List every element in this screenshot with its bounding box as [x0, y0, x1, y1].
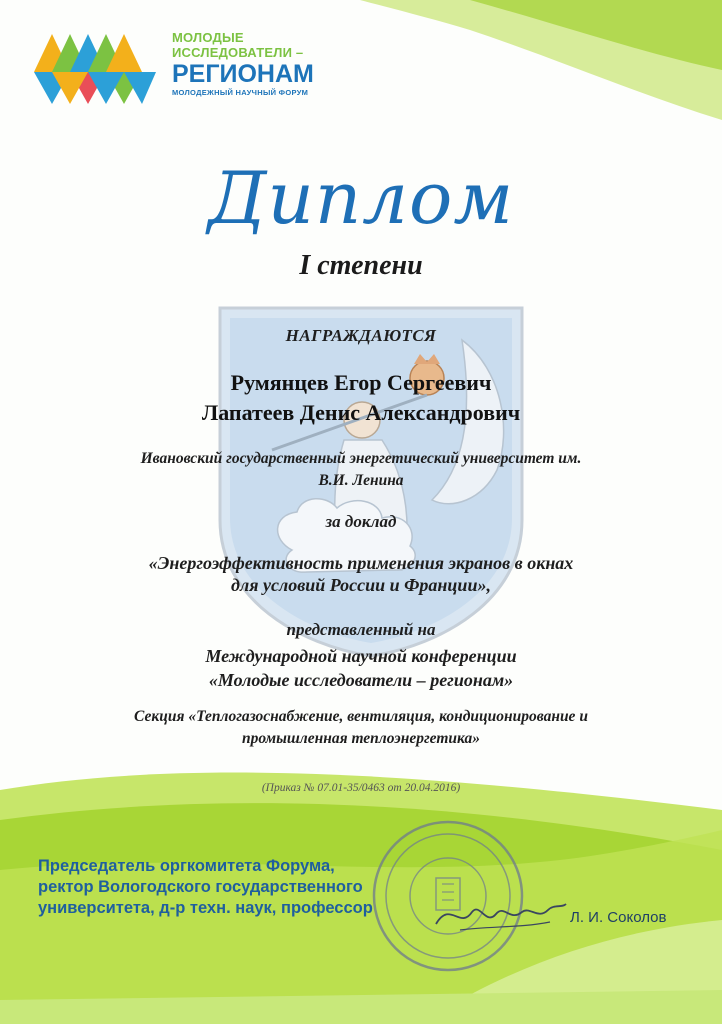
awarded-heading: НАГРАЖДАЮТСЯ [285, 326, 437, 345]
section-line-1: Секция «Теплогазоснабжение, вентиляция, кондиционирование и [134, 708, 588, 725]
conference-name [40, 644, 682, 692]
logo-line-1: МОЛОДЫЕ [172, 30, 244, 45]
presented-at-label: представленный на [286, 620, 436, 639]
logo-line-3: РЕГИОНАМ [172, 60, 314, 88]
forum-logo [30, 28, 340, 108]
logo-line-4: МОЛОДЕЖНЫЙ НАУЧНЫЙ ФОРУМ [172, 88, 309, 97]
university-line-2: В.И. Ленина [318, 472, 404, 489]
chairman-line-1: Председатель оргкомитета Форума, [38, 857, 335, 875]
conference-line-2: «Молодые исследователи – регионам» [208, 670, 514, 690]
forum-logo-text [172, 30, 372, 98]
order-reference: (Приказ № 07.01-35/0463 от 20.04.2016) [261, 782, 461, 794]
report-title-line-2: для условий России и Франции», [231, 575, 491, 595]
diploma-degree: I степени [299, 250, 423, 281]
handwritten-signature-icon [430, 890, 570, 940]
recipient-name-1: Румянцев Егор Сергеевич [230, 370, 492, 395]
section-line-2: промышленная теплоэнергетика» [241, 730, 481, 747]
chairman-line-3: университета, д-р техн. наук, профессор [38, 899, 373, 917]
forum-logo-mark-icon [30, 28, 158, 108]
university-line-1: Ивановский государственный энергетический университет им. [140, 450, 582, 467]
chairman-title [38, 856, 458, 919]
report-title [40, 552, 682, 596]
logo-line-2: ИССЛЕДОВАТЕЛИ – [172, 45, 304, 60]
conference-line-1: Международной научной конференции [205, 646, 517, 666]
university-name [40, 448, 682, 492]
diploma-title: Диплом [207, 156, 515, 240]
section-name [40, 706, 682, 750]
report-title-line-1: «Энергоэффективность применения экранов в окнах [148, 553, 574, 573]
recipient-name-2: Лапатеев Денис Александрович [201, 400, 521, 425]
chairman-line-2: ректор Вологодского государственного [38, 878, 363, 896]
for-report-label: за доклад [325, 512, 397, 531]
signer-name: Л. И. Соколов [570, 909, 667, 926]
